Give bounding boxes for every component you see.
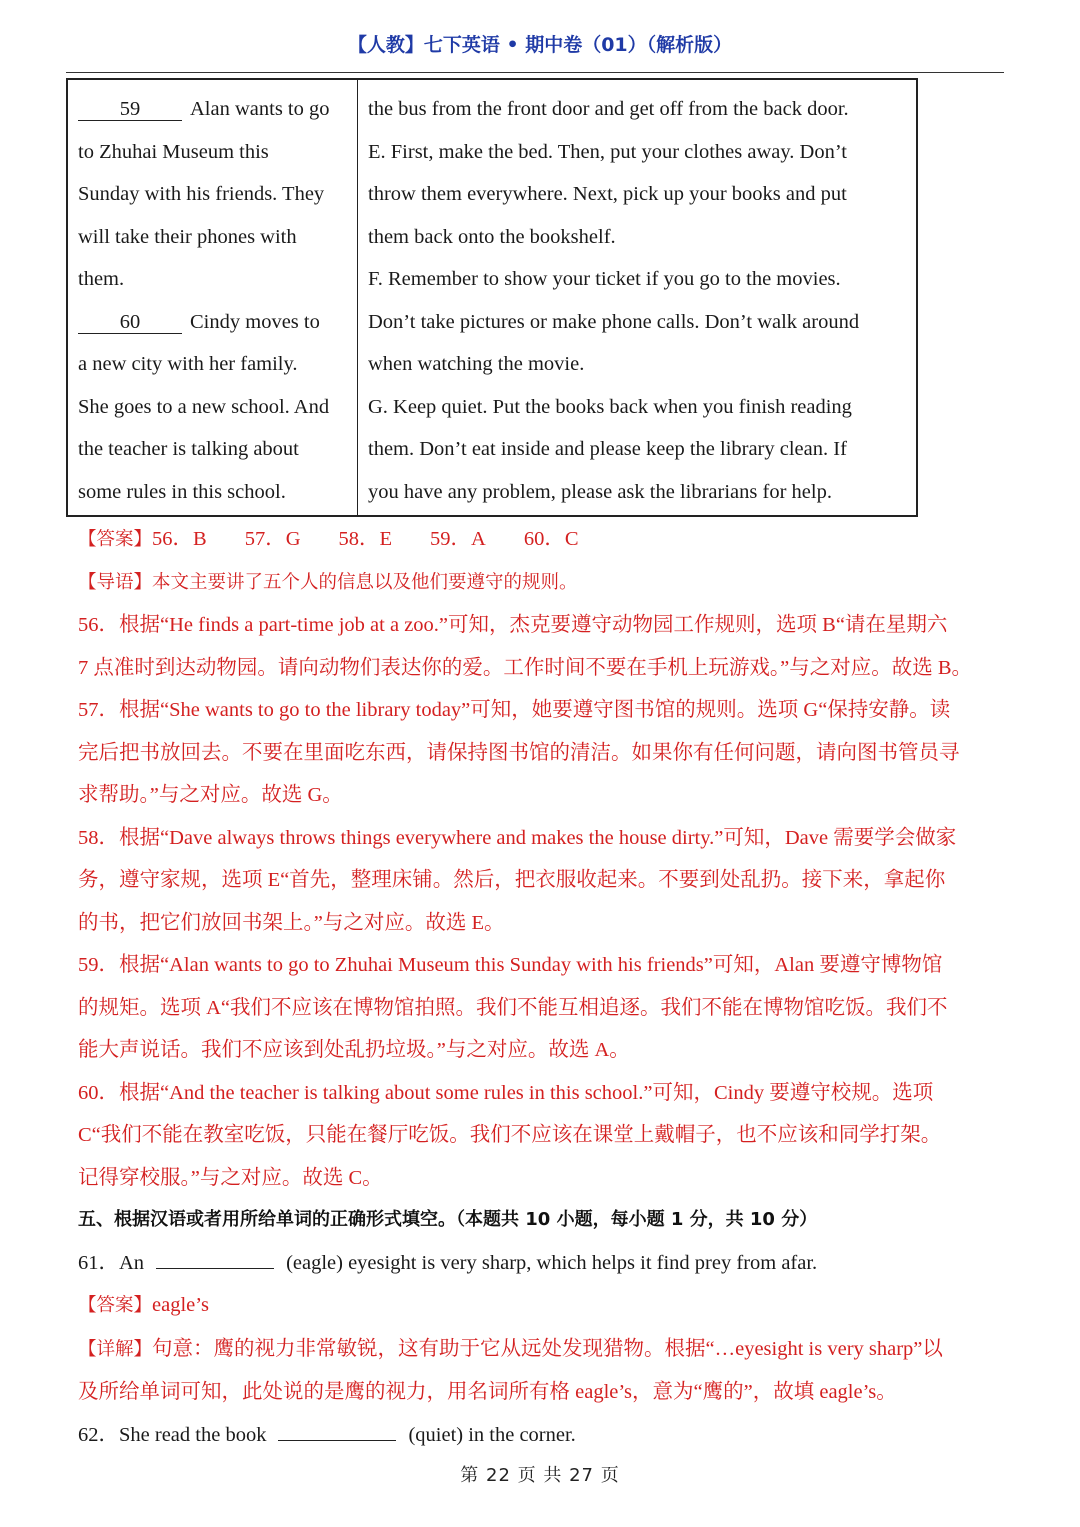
answer-item: 60．C bbox=[523, 528, 579, 550]
table-left-line: the teacher is talking about bbox=[78, 438, 299, 460]
table-left-line: them. bbox=[78, 268, 125, 290]
table-right-line: G. Keep quiet. Put the books back when you finish reading bbox=[368, 395, 852, 418]
table-left-line: will take their phones with bbox=[78, 225, 297, 248]
question-62 bbox=[78, 1414, 1013, 1457]
answer-item: 59．A bbox=[430, 528, 486, 550]
explanation-line: C“我们不能在教室吃饭，只能在餐厅吃饭。我们不应该在课堂上戴帽子，也不应该和同学打架。 bbox=[78, 1124, 942, 1146]
header-divider bbox=[66, 72, 1004, 73]
explanation-line: 的规矩。选项 A“我们不应该在博物馆拍照。我们不能互相追逐。我们不能在博物馆吃饭。我们不 bbox=[78, 996, 948, 1019]
question-62-suffix: (quiet) in the corner. bbox=[408, 1423, 576, 1446]
table-right-line: F. Remember to show your ticket if you go to the movies. bbox=[368, 268, 841, 290]
question-59-text: Alan wants to go bbox=[190, 98, 330, 120]
question-61-blank bbox=[156, 1248, 274, 1269]
table-left-line: some rules in this school. bbox=[78, 480, 286, 503]
explanation-line: 60．根据“And the teacher is talking about some rules in this school.”可知，Cindy 要遵守校规。选项 bbox=[78, 1081, 934, 1104]
question-61-detail bbox=[78, 1328, 1013, 1372]
question-61-answer bbox=[78, 1284, 1013, 1328]
section-5-title: 五、根据汉语或者用所给单词的正确形式填空。（本题共 10 小题，每小题 1 分，共 10 分） bbox=[78, 1209, 818, 1230]
question-60-blank: 60 bbox=[78, 311, 182, 334]
guide-text: 本文主要讲了五个人的信息以及他们要遵守的规则。 bbox=[152, 571, 578, 593]
document-header-title: 【人教】七下英语 • 期中卷（01）（解析版） bbox=[347, 34, 733, 56]
rules-matching-table bbox=[66, 78, 918, 517]
explanation-line: 完后把书放回去。不要在里面吃东西，请保持图书馆的清洁。如果你有任何问题，请向图书管员寻 bbox=[78, 741, 960, 764]
question-61-detail-continued: 及所给单词可知，此处说的是鹰的视力，用名词所有格 eagle’s，意为“鹰的”，故填 eagle’s。 bbox=[78, 1381, 897, 1403]
table-right-line: Don’t take pictures or make phone calls. Don’t walk around bbox=[368, 310, 860, 333]
table-right-line: E. First, make the bed. Then, put your clothes away. Don’t bbox=[368, 140, 847, 163]
detail-tag: 【详解】 bbox=[78, 1338, 153, 1360]
table-right-line: them back onto the bookshelf. bbox=[368, 225, 616, 248]
explanation-line: 56．根据“He finds a part-time job at a zoo.”可知，杰克要遵守动物园工作规则，选项 B“请在星期六 bbox=[78, 614, 948, 636]
question-61-detail-text: 句意：鹰的视力非常敏锐，这有助于它从远处发现猎物。根据“…eyesight is very sharp”以 bbox=[152, 1337, 943, 1360]
table-left-line: She goes to a new school. And bbox=[78, 395, 330, 418]
question-61-suffix: (eagle) eyesight is very sharp, which helps it find prey from afar. bbox=[286, 1251, 818, 1274]
explanation-line: 求帮助。”与之对应。故选 G。 bbox=[78, 784, 343, 806]
table-right-line: when watching the movie. bbox=[368, 353, 585, 375]
answer-tag: 【答案】 bbox=[78, 1295, 153, 1316]
question-62-blank bbox=[278, 1420, 396, 1441]
answer-key-line bbox=[78, 518, 1013, 562]
table-right-line: you have any problem, please ask the librarians for help. bbox=[368, 480, 832, 503]
question-61-prefix: 61．An bbox=[78, 1251, 145, 1274]
answer-item: 57．G bbox=[244, 528, 301, 550]
explanation-line: 务，遵守家规，选项 E“首先，整理床铺。然后，把衣服收起来。不要到处乱扔。接下来，拿起你 bbox=[78, 869, 946, 891]
question-61 bbox=[78, 1242, 1013, 1285]
guide-tag: 【导语】 bbox=[78, 571, 153, 593]
explanation-line: 58．根据“Dave always throws things everywhere and makes the house dirty.”可知，Dave 需要学会做家 bbox=[78, 826, 957, 849]
question-59-line bbox=[78, 88, 357, 131]
table-left-line: to Zhuhai Museum this bbox=[78, 140, 269, 163]
table-right-line: the bus from the front door and get off from the back door. bbox=[368, 98, 849, 120]
explanation-line: 的书，把它们放回书架上。”与之对应。故选 E。 bbox=[78, 911, 505, 934]
table-left-line: a new city with her family. bbox=[78, 353, 298, 375]
answer-explanation-section bbox=[78, 518, 1013, 1456]
answer-item: 56．B bbox=[152, 528, 207, 550]
explanation-line: 7 点准时到达动物园。请向动物们表达你的爱。工作时间不要在手机上玩游戏。”与之对应。故选 B。 bbox=[78, 656, 973, 679]
explanation-line: 能大声说话。我们不应该到处乱扔垃圾。”与之对应。故选 A。 bbox=[78, 1039, 630, 1061]
question-59-blank: 59 bbox=[78, 98, 182, 121]
answer-tag: 【答案】 bbox=[78, 529, 153, 550]
explanation-line: 57．根据“She wants to go to the library today”可知，她要遵守图书馆的规则。选项 G“保持安静。读 bbox=[78, 699, 951, 721]
table-left-column bbox=[68, 80, 358, 515]
table-right-line: throw them everywhere. Next, pick up your books and put bbox=[368, 183, 847, 205]
question-60-line bbox=[78, 301, 357, 344]
question-61-answer-text: eagle’s bbox=[152, 1294, 209, 1316]
page-number-footer: 第 22 页 共 27 页 bbox=[460, 1465, 620, 1486]
guide-line bbox=[78, 562, 1013, 605]
table-right-line: them. Don’t eat inside and please keep the library clean. If bbox=[368, 438, 847, 460]
answer-item: 58．E bbox=[338, 528, 393, 550]
question-60-text: Cindy moves to bbox=[190, 310, 320, 333]
explanation-line: 记得穿校服。”与之对应。故选 C。 bbox=[78, 1166, 383, 1189]
question-62-prefix: 62．She read the book bbox=[78, 1423, 267, 1446]
table-right-column bbox=[358, 80, 916, 515]
table-left-line: Sunday with his friends. They bbox=[78, 183, 325, 205]
explanation-line: 59．根据“Alan wants to go to Zhuhai Museum this Sunday with his friends”可知，Alan 要遵守博物馆 bbox=[78, 954, 943, 976]
